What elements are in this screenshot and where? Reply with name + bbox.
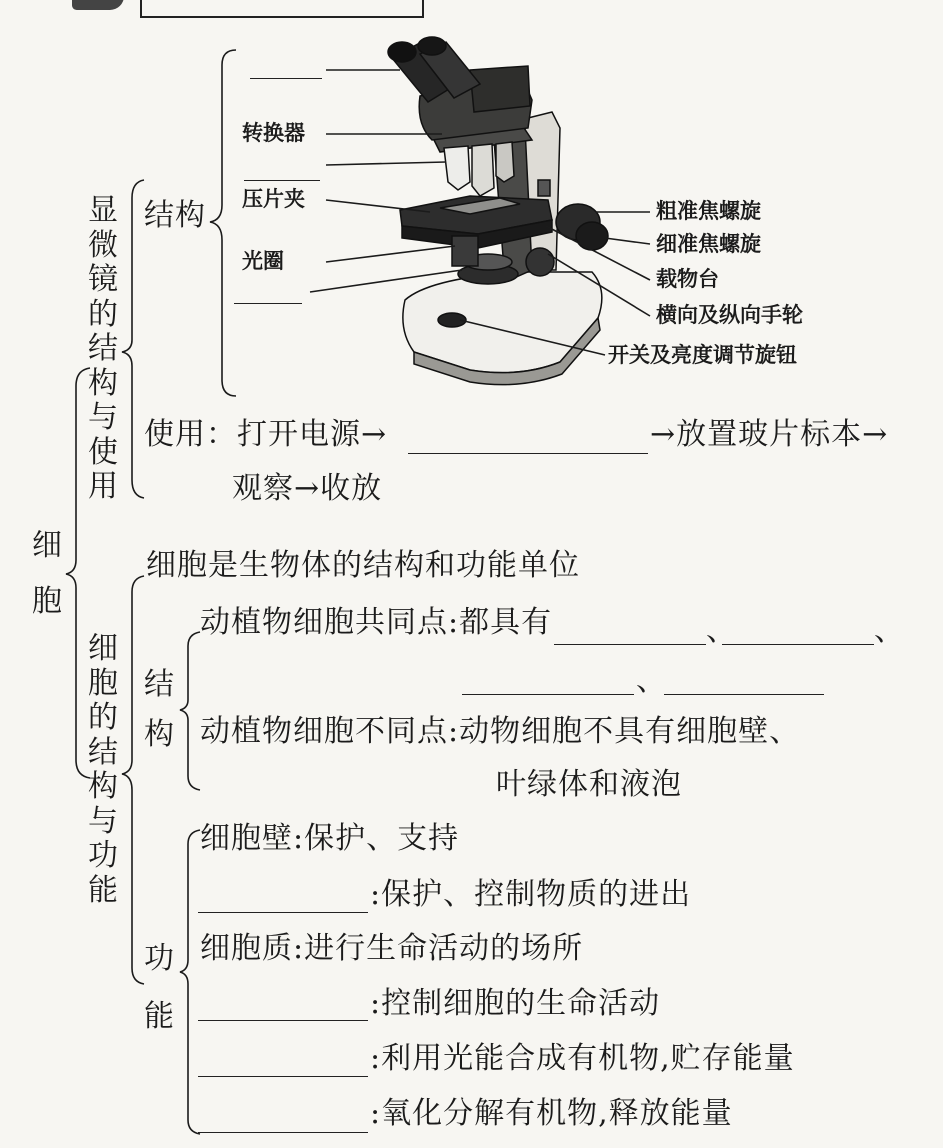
function-cytoplasm-name: 细胞质 bbox=[200, 931, 293, 966]
part-label-power-switch: 开关及亮度调节旋钮 bbox=[608, 343, 797, 367]
microscope-structure-label: 结构 bbox=[144, 198, 206, 233]
part-label-stage-handwheel: 横向及纵向手轮 bbox=[656, 303, 803, 327]
function-cell-wall-name: 细胞壁 bbox=[200, 821, 293, 856]
part-label-nosepiece: 转换器 bbox=[242, 121, 305, 145]
part-label-stage: 载物台 bbox=[656, 267, 719, 291]
usage-step-1: 打开电源→ bbox=[237, 417, 388, 452]
root-label: 细胞 bbox=[32, 528, 62, 619]
cell-difference-line-1: 动植物细胞不同点:动物细胞不具有细胞壁、 bbox=[200, 714, 801, 749]
usage-step-3: →放置玻片标本→ bbox=[650, 417, 889, 452]
cell-function-label: 功能 bbox=[144, 941, 174, 1034]
part-label-diaphragm: 光圈 bbox=[242, 249, 284, 273]
cell-structure-label: 结构 bbox=[144, 667, 174, 752]
cell-common-sep-3: 、 bbox=[636, 663, 667, 698]
part-label-coarse-focus: 粗准焦螺旋 bbox=[656, 199, 761, 223]
cell-branch-label: 细胞的结构与功能 bbox=[88, 631, 118, 908]
cell-intro: 细胞是生物体的结构和功能单位 bbox=[146, 548, 580, 583]
part-label-fine-focus: 细准焦螺旋 bbox=[656, 232, 761, 256]
function-mitochondria-desc: :氧化分解有机物,释放能量 bbox=[370, 1096, 733, 1131]
usage-step-4: 观察→收放 bbox=[232, 471, 383, 506]
cell-difference-line-2: 叶绿体和液泡 bbox=[496, 767, 682, 802]
microscope-branch-label: 显微镜的结构与使用 bbox=[88, 193, 118, 504]
usage-label-text: 使用 bbox=[144, 417, 206, 452]
part-label-stage-clip: 压片夹 bbox=[242, 187, 305, 211]
function-nucleus-desc: :控制细胞的生命活动 bbox=[370, 986, 661, 1021]
cell-common-points: 动植物细胞共同点:都具有 bbox=[200, 605, 553, 640]
cell-common-sep-2: 、 bbox=[874, 613, 905, 648]
function-chloroplast-desc: :利用光能合成有机物,贮存能量 bbox=[370, 1041, 795, 1076]
function-membrane-desc: :保护、控制物质的进出 bbox=[370, 877, 692, 912]
function-cell-wall-desc: :保护、支持 bbox=[293, 821, 460, 856]
cell-common-sep-1: 、 bbox=[706, 613, 737, 648]
function-cytoplasm-desc: :进行生命活动的场所 bbox=[293, 931, 584, 966]
usage-colon: ： bbox=[206, 417, 237, 452]
